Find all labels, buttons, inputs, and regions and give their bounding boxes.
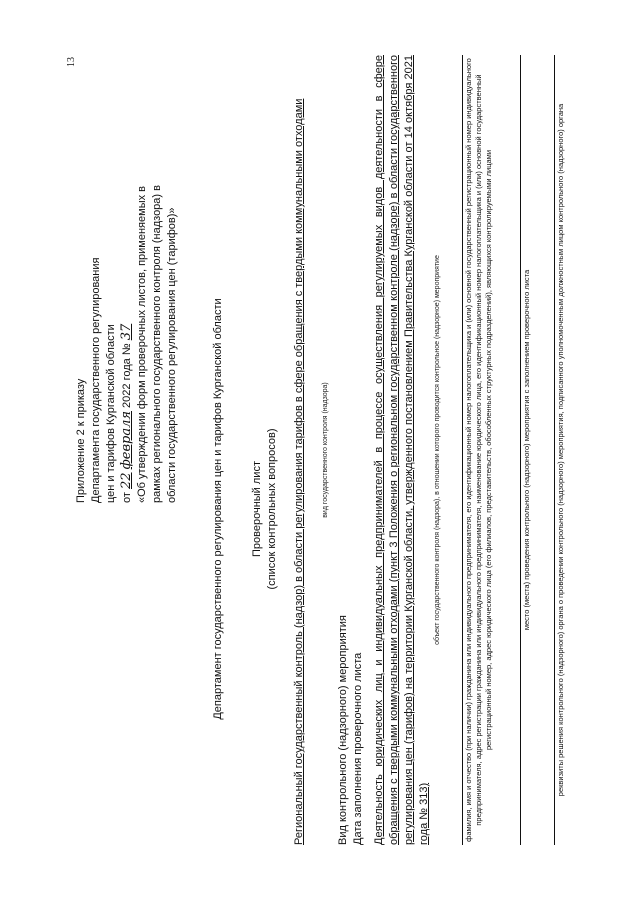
appendix-line: рамках регионального государственного контроля (надзора) в [151, 185, 163, 503]
page-number: 13 [66, 57, 77, 67]
activity-text: Деятельность юридических лиц и индивидуальных предпринимателей в процессе осуществления регулируемых видов деятельности в сфере обращения с твердыми коммунальными отходами (пункт 3 Положения о региональном государственном контроле (надзоре) в области государственного регулирования цен (тарифов) на территории Курганской области, утвержденного постановлением Правительства Курганской области от 14 октября 2021 года № 313) [373, 55, 430, 845]
activity-caption: объект государственного контроля (надзора), в отношении которого проводится контрольное (надзорное) мероприятие [434, 255, 441, 645]
date-prefix: от [121, 492, 133, 503]
control-type: Региональный государственный контроль (надзор) в области регулирования тарифов в сфере обращения с твердыми коммунальными отходами [293, 98, 305, 845]
date-middle: 2022 года № [121, 343, 133, 408]
handwritten-day: 22 [119, 472, 134, 490]
appendix-date-line [119, 33, 135, 503]
title-block [250, 209, 280, 809]
requisites-caption: реквизиты решения контрольного (надзорного) органа о проведении контрольного (надзорного) мероприятия, подписанного уполномоченным должностным лицом контрольного (надзорного) органа [556, 103, 565, 797]
appendix-line: Департамента государственного регулирования [90, 257, 102, 503]
fields-block [336, 55, 366, 845]
field-kind: Вид контрольного (надзорного) мероприятия [337, 615, 349, 845]
department-name: Департамент государственного регулирования цен и тарифов Курганской области [212, 298, 224, 720]
appendix-line: «Об утверждении форм проверочных листов, применяемых в [136, 185, 148, 503]
divider [520, 55, 521, 845]
divider [462, 55, 463, 845]
divider [554, 55, 555, 845]
appendix-line: области государственного регулирования цен (тарифов)» [166, 207, 178, 503]
page-subtitle: (список контрольных вопросов) [266, 428, 278, 590]
appendix-line: цен и тарифов Курганской области [105, 324, 117, 503]
place-caption: место (места) проведения контрольного (надзорного) мероприятия с заполнением проверочного листа [522, 269, 531, 631]
handwritten-month: февраля [119, 411, 134, 470]
field-date: Дата заполнения проверочного листа [352, 652, 364, 845]
handwritten-number: 37 [119, 323, 134, 341]
person-caption: фамилия, имя и отчество (при наличии) гражданина или индивидуального предпринимателя, его идентификационный номер налогоплательщика и (или) основной государственный регистрационный номер индивидуального предпринимателя, адрес регистрации гражданина или индивидуального предпринимателя, наименование юридического лица, его идентификационный номер налогоплательщика и (или) основной государственный регистрационный номер, адрес юридического лица (его филиалов, представительств, обособленных структурных подразделений), являющихся контролируемыми лицами [464, 58, 493, 842]
control-type-caption: вид государственного контроля (надзора) [322, 382, 329, 518]
page-title: Проверочный лист [251, 461, 263, 557]
appendix-line: Приложение 2 к приказу [75, 378, 87, 503]
appendix-block [74, 33, 180, 503]
